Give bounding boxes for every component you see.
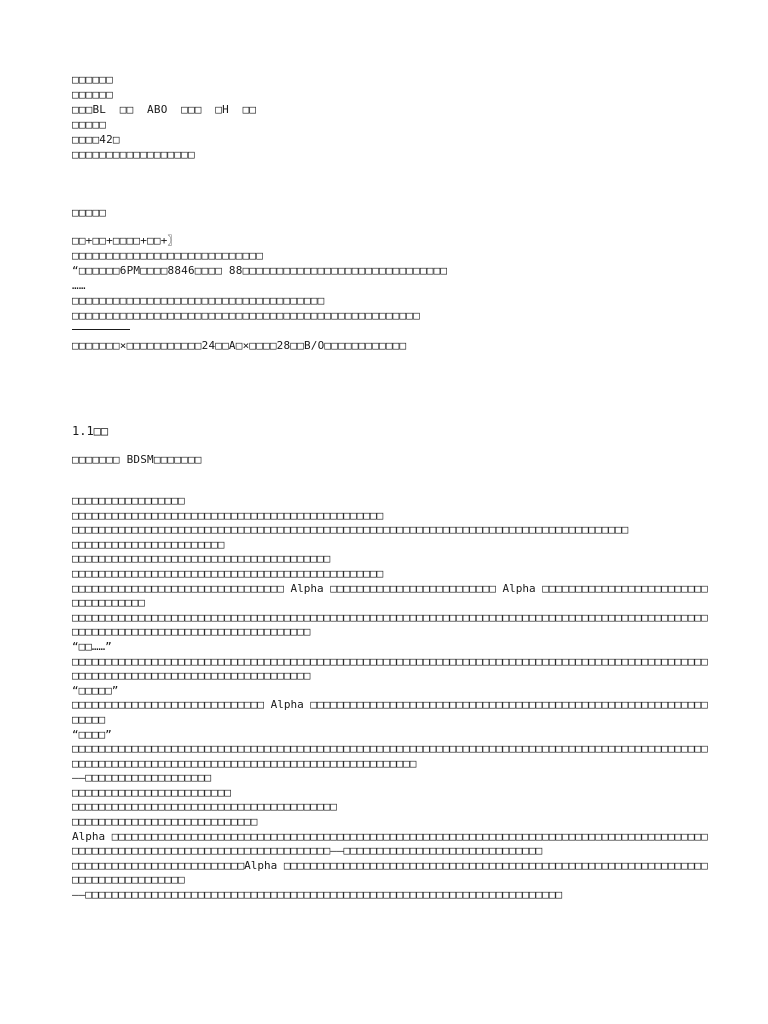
metadata-line: □□□□42□ xyxy=(72,133,120,146)
paragraph: □□□□□□□□□□□□□□□□□□□□□□□□□□Alpha □□□□□□□□□□□□□□□□□□□□□□□□□□□□□□□□□□□□□□□□□□□□□□□□□□□□□□□□□□□□□□□□□□□□□□□□□□□□□□□□□ xyxy=(72,858,708,887)
intro-line: □□□□□□□□□□□□□□□□□□□□□□□□□□□□ xyxy=(72,249,264,262)
paragraph: □□□□□□□□□□□□□□□□□□□□□□□ xyxy=(72,537,225,551)
dialogue-line: “□□□□” xyxy=(72,727,112,741)
intro-summary: □□□□□□□×□□□□□□□□□□□24□□A□×□□□□28□□B/O□□□□□□□□□□□□ xyxy=(72,339,407,352)
paragraph: □□□□□□□□□□□□□□□□□□□□□□□□□□□□□□□□□□□□□□□□□□□□□□□□□□□□□□□□□□□□□□□□□□□□□□□□□□□□□□□□□□□□□□□□□□□□□□□□□□□□□□□□□□□□□□□□□□□□□□□□□□□□□□□□□□□□ xyxy=(72,610,708,639)
metadata-line: □□□BL □□ ABO □□□ □H □□ xyxy=(72,103,257,116)
paragraph: □□□□□□□□□□□□□□□□□□□□□□□□□□□□ xyxy=(72,815,258,829)
chapter-body xyxy=(72,494,712,903)
paragraph: □□□□□□□□□□□□□□□□□□□□□□□□□□□□□□□□□□□□□□□ xyxy=(72,552,331,566)
paragraph: □□□□□□□□□□□□□□□□□□□□□□□□□□□□□□□□□□□□□□□□□□□□□□□ xyxy=(72,508,384,522)
paragraph: □□□□□□□□□□□□□□□□□□□□□□□□□□□□□ Alpha □□□□□□□□□□□□□□□□□□□□□□□□□□□□□□□□□□□□□□□□□□□□□□□□□□□□□□□□□□□□□□□□□ xyxy=(72,698,708,726)
metadata-line: □□□□□□ xyxy=(72,88,113,101)
paragraph: □□□□□□□□□□□□□□□□□□□□□□□□□□□□□□□□□□□□□□□□□□□□□□□□□□□□□□□□□□□□□□□□□□□□□□□□□□□□□□□□□□□□ xyxy=(72,523,629,537)
intro-title: □□□□□ xyxy=(72,206,107,219)
paragraph: □□□□□□□□□□□□□□□□□□□□□□□□□□□□□□□□ Alpha □□□□□□□□□□□□□□□□□□□□□□□□□ Alpha □□□□□□□□□□□□□□□□□□□□□□□□□□□□□□□□□□□□ xyxy=(72,581,708,610)
document-page xyxy=(72,72,712,903)
paragraph: □□□□□□□□□□□□□□□□□□□□□□□□□□□□□□□□□□□□□□□□ xyxy=(72,800,337,814)
intro-line: …… xyxy=(72,279,86,292)
paragraph: □□□□□□□□□□□□□□□□□□□□□□□□ xyxy=(72,785,231,799)
metadata-line: □□□□□□ xyxy=(72,73,113,86)
intro-block xyxy=(72,205,712,353)
intro-line: □□□□□□□□□□□□□□□□□□□□□□□□□□□□□□□□□□□□□□□□□□□□□□□□□□□ xyxy=(72,309,420,322)
chapter-header xyxy=(72,423,712,467)
dialogue-line: “□□……” xyxy=(72,639,112,653)
metadata-line: □□□□□□□□□□□□□□□□□□ xyxy=(72,148,195,161)
intro-line: □□□□□□□□□□□□□□□□□□□□□□□□□□□□□□□□□□□□□ xyxy=(72,294,325,307)
metadata-line: □□□□□ xyxy=(72,118,107,131)
paragraph: Alpha □□□□□□□□□□□□□□□□□□□□□□□□□□□□□□□□□□□□□□□□□□□□□□□□□□□□□□□□□□□□□□□□□□□□□□□□□□□□□□□□□□□□□□□□□□□□□□□□□□□□□□□□□□□□□□□□□□□□□□□□□□□□□□□□□——□□□□□□□□□□□□□□□□□□□□□□□□□□□□□□ xyxy=(72,829,708,858)
chapter-heading: 1.1□□ xyxy=(72,424,109,438)
metadata-block xyxy=(72,72,712,162)
intro-tags: □□+□□+□□□□+□□+〗 xyxy=(72,234,179,247)
dialogue-line: “□□□□□” xyxy=(72,683,119,697)
paragraph: □□□□□□□□□□□□□□□□□□□□□□□□□□□□□□□□□□□□□□□□□□□□□□□□□□□□□□□□□□□□□□□□□□□□□□□□□□□□□□□□□□□□□□□□□□□□□□□□□□□□□□□□□□□□□□□□□□□□□□□□□□□□□□□□□□□□ xyxy=(72,654,708,683)
chapter-subtitle: □□□□□□□ BDSM□□□□□□□ xyxy=(72,453,202,466)
divider xyxy=(72,329,130,330)
paragraph: ——□□□□□□□□□□□□□□□□□□□□□□□□□□□□□□□□□□□□□□□□□□□□□□□□□□□□□□□□□□□□□□□□□□□□□□□□ xyxy=(72,888,563,902)
paragraph: ——□□□□□□□□□□□□□□□□□□□ xyxy=(72,771,212,785)
paragraph: □□□□□□□□□□□□□□□□□□□□□□□□□□□□□□□□□□□□□□□□□□□□□□□ xyxy=(72,566,384,580)
paragraph: □□□□□□□□□□□□□□□□□□□□□□□□□□□□□□□□□□□□□□□□□□□□□□□□□□□□□□□□□□□□□□□□□□□□□□□□□□□□□□□□□□□□□□□□□□□□□□□□□□□□□□□□□□□□□□□□□□□□□□□□□□□□□□□□□□□□□□□□□□□□□□□□□□□□ xyxy=(72,742,708,770)
intro-line: “□□□□□□6PM□□□□8846□□□□ 88□□□□□□□□□□□□□□□□□□□□□□□□□□□□□□ xyxy=(72,264,448,277)
paragraph: □□□□□□□□□□□□□□□□□ xyxy=(72,494,185,507)
